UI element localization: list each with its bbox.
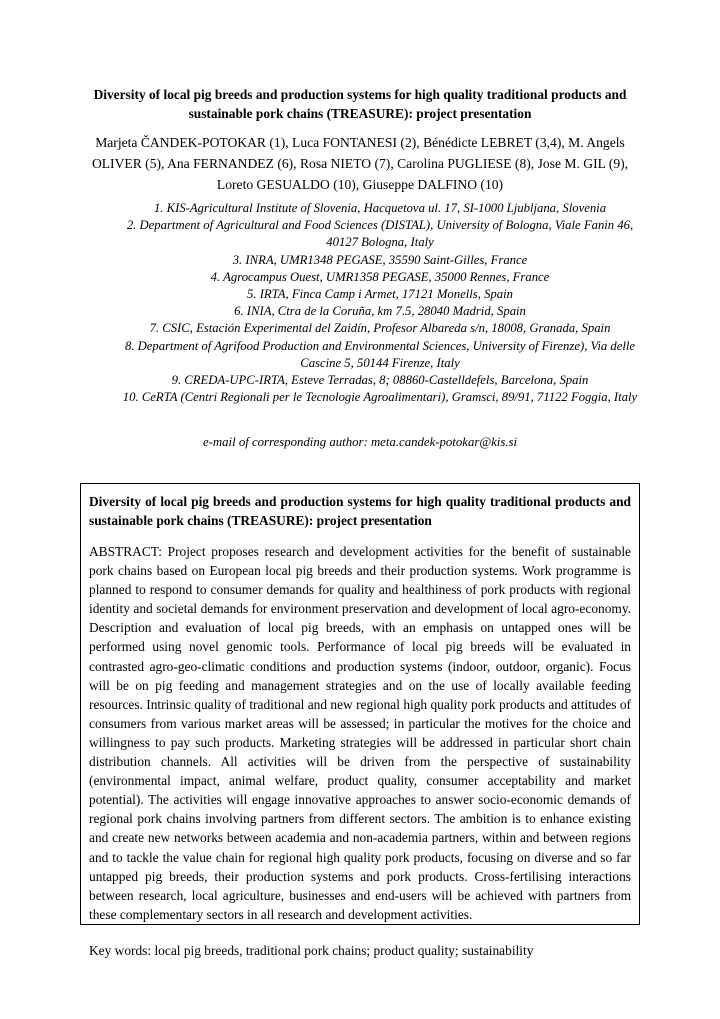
affiliation-item: 7. CSIC, Estación Experimental del Zaidín, Profesor Albareda s/n, 18008, Granada, Spain	[149, 321, 611, 336]
affiliation-item: 2. Department of Agricultural and Food Sciences (DISTAL), University of Bologna, Viale Fanin 46, 40127 Bologna, Italy	[126, 218, 634, 250]
keywords: Key words: local pig breeds, traditional pork chains; product quality; sustainability	[89, 942, 534, 958]
affiliation-item: 9. CREDA-UPC-IRTA, Esteve Terradas, 8; 08860-Castelldefels, Barcelona, Spain	[171, 373, 589, 388]
affiliation-item: 8. Department of Agrifood Production and Environmental Sciences, University of Firenze), Via delle Cascine 5, 50144 Firenze, Italy	[124, 338, 636, 370]
affiliation-item: 10. CeRTA (Centri Regionali per le Tecnologie Agroalimentari), Gramsci, 89/91, 71122 Foggia, Italy	[122, 390, 638, 405]
affiliation-item: 4. Agrocampus Ouest, UMR1358 PEGASE, 35000 Rennes, France	[210, 269, 550, 284]
author-list: Marjeta ČANDEK-POTOKAR (1), Luca FONTANESI (2), Bénédicte LEBRET (3,4), M. Angels OLIVER (5), Ana FERNANDEZ (6), Rosa NIETO (7), Carolina PUGLIESE (8), Jose M. GIL (9), Loreto GESUALDO (10), Giuseppe DALFINO (10)	[91, 135, 629, 192]
abstract-box-title: Diversity of local pig breeds and production systems for high quality traditional products and sustainable pork chains (TREASURE): project presentation	[89, 494, 631, 528]
paper-title: Diversity of local pig breeds and production systems for high quality traditional products and sustainable pork chains (TREASURE): project presentation	[93, 87, 627, 121]
affiliation-list	[120, 200, 640, 406]
abstract-text: ABSTRACT: Project proposes research and development activities for the benefit of sustainable pork chains based on European local pig breeds and their production systems. Work programme is planned to respond to consumer demands for quality and healthiness of pork products with regional identity and societal demands for environment preservation and development of local agro-economy. Description and evaluation of local pig breeds, with an emphasis on untapped ones will be performed using novel genomic tools. Performance of local pig breeds will be evaluated in contrasted agro-geo-climatic conditions and production systems (indoor, outdoor, organic). Focus will be on pig feeding and management strategies and on the use of locally available feeding resources. Intrinsic quality of traditional and new regional high quality pork products and attitudes of consumers from various market areas will be assessed; in particular the motives for the choice and willingness to pay such products. Marketing strategies will be addressed in particular short chain distribution channels. All activities will be driven from the perspective of sustainability (environmental impact, animal welfare, product quality, consumer acceptability and market potential). The activities will engage innovative approaches to answer socio-economic demands of regional pork chains involving partners from different sectors. The ambition is to enhance existing and create new networks between academia and non-academia partners, within and between regions and to tackle the value chain for regional high quality pork products, focusing on diverse and so far untapped pig breeds, their production systems and pork products. Cross-fertilising interactions between research, local agriculture, businesses and end-users will be achieved with partners from these complementary sectors in all research and development activities.	[89, 544, 631, 922]
abstract-box	[80, 483, 640, 958]
affiliation-item: 3. INRA, UMR1348 PEGASE, 35590 Saint-Gilles, France	[232, 252, 528, 267]
affiliation-item: 6. INIA, Ctra de la Coruña, km 7.5, 28040 Madrid, Spain	[234, 304, 526, 319]
corresponding-author-email: e-mail of corresponding author: meta.candek-potokar@kis.si	[202, 435, 518, 449]
affiliation-item: 1. KIS-Agricultural Institute of Slovenia, Hacquetova ul. 17, SI-1000 Ljubljana, Slovenia	[153, 201, 607, 215]
affiliation-item: 5. IRTA, Finca Camp i Armet, 17121 Monells, Spain	[247, 287, 513, 302]
